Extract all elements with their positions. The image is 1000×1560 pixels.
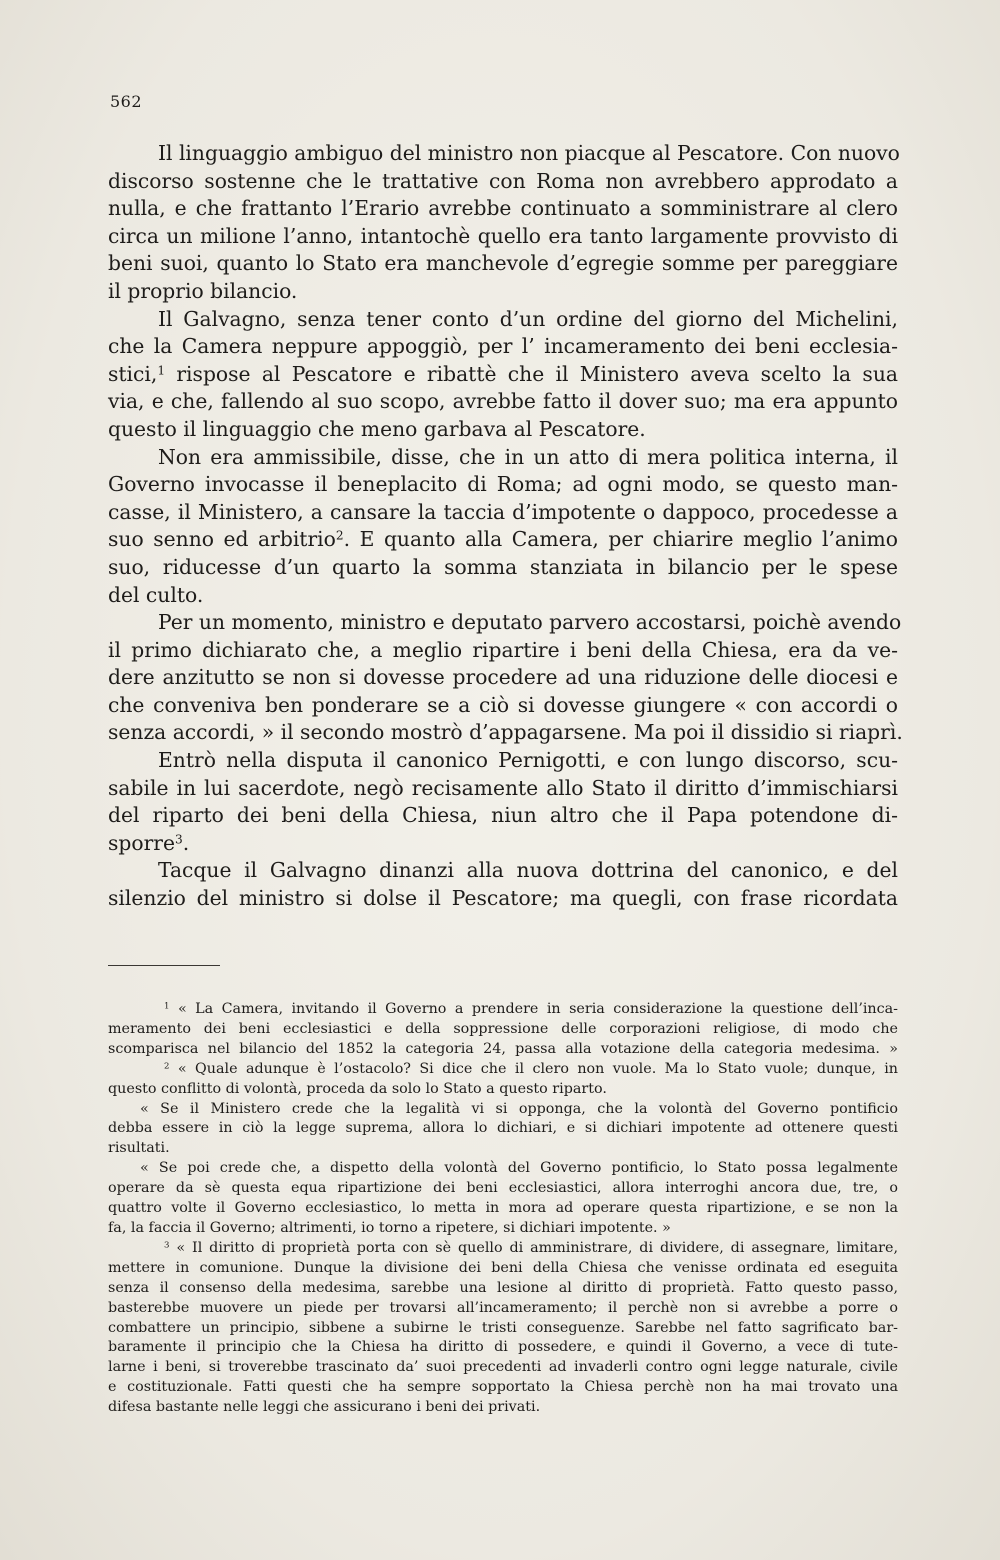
text-line: via, e che, fallendo al suo scopo, avrebbe fatto il dover suo; ma era appunto	[108, 389, 898, 414]
footnote-line: operare da sè questa equa ripartizione dei beni ecclesiastici, allora interroghi ancora due, tre, o	[108, 1180, 898, 1197]
footnote-3	[108, 1239, 898, 1418]
paragraph-6	[108, 857, 898, 912]
text-line: Tacque il Galvagno dinanzi alla nuova dottrina del canonico, e del	[158, 858, 898, 883]
text-line	[108, 526, 898, 554]
footnote-line: senza il consenso della medesima, sarebbe una lesione al diritto di proprietà. Fatto questo passo,	[108, 1279, 898, 1296]
text-line: Il Galvagno, senza tener conto d’un ordine del giorno del Michelini,	[158, 306, 898, 331]
text-line: Governo invocasse il beneplacito di Roma; ad ogni modo, se questo man-	[108, 472, 898, 497]
text-line: beni suoi, quanto lo Stato era manchevole d’egregie somme per pareggiare	[108, 251, 898, 276]
text-fragment: « Quale adunque è l’ostacolo? Si dice che il clero non vuole. Ma lo Stato vuole; dunque, in	[177, 1060, 898, 1077]
text-fragment: .	[182, 830, 190, 855]
footnote-ref-2: 2	[335, 528, 344, 543]
footnote-line: debba essere in ciò la legge suprema, allora lo dichiari, e si dichiari impotente ad ottenere questi	[108, 1120, 898, 1137]
text-line: sabile in lui sacerdote, negò recisamente allo Stato il diritto d’immischiarsi	[108, 775, 898, 800]
footnote-line	[108, 1239, 898, 1259]
text-line: Entrò nella disputa il canonico Pernigotti, e con lungo discorso, scu-	[158, 748, 898, 773]
footnote-ref-1: 1	[157, 363, 166, 378]
text-fragment: . E quanto alla Camera, per chiarire meglio l’animo	[343, 527, 898, 552]
paragraph-2	[108, 306, 898, 444]
footnote-line: « Se il Ministero crede che la legalità vi si opponga, che la volontà del Governo pontificio	[140, 1100, 898, 1117]
footnote-line: questo conflitto di volontà, proceda da solo lo Stato a questo riparto.	[108, 1080, 607, 1097]
footnote-line: risultati.	[108, 1140, 170, 1157]
footnote-line: scomparisca nel bilancio del 1852 la categoria 24, passa alla votazione della categoria medesima. »	[108, 1040, 898, 1057]
footnote-line: basterebbe muovere un piede per trovarsi all’incameramento; il perchè non si avrebbe a porre o	[108, 1299, 898, 1316]
text-line: Per un momento, ministro e deputato parvero accostarsi, poichè avendo	[158, 610, 902, 635]
text-line: discorso sostenne che le trattative con Roma non avrebbero approdato a	[108, 168, 898, 193]
text-line: il proprio bilancio.	[108, 278, 298, 303]
text-line: del riparto dei beni della Chiesa, niun altro che il Papa potendone di-	[108, 803, 898, 828]
footnote-line: « Se poi crede che, a dispetto della volontà del Governo pontificio, lo Stato possa legalmente	[140, 1160, 898, 1177]
footnotes	[108, 1000, 898, 1418]
text-line: senza accordi, » il secondo mostrò d’appagarsene. Ma poi il dissidio si riaprì.	[108, 720, 903, 745]
footnote-line: fa, la faccia il Governo; altrimenti, io torno a ripetere, si dichiari impotente. »	[108, 1219, 671, 1236]
text-line: Non era ammissibile, disse, che in un atto di mera politica interna, il	[158, 444, 898, 469]
paragraph-1	[108, 140, 898, 306]
footnote-mark: 1	[164, 1001, 170, 1012]
text-fragment: stici,	[108, 361, 158, 386]
footnote-line: combattere un principio, sibbene a subirne le tristi conseguenze. Sarebbe nel fatto sagrificato bar-	[108, 1319, 898, 1336]
footnote-line: mettere in comunione. Dunque la divisione dei beni della Chiesa che venisse ordinata ed eseguita	[108, 1259, 898, 1276]
footnote-line: baramente il principio che la Chiesa ha diritto di possedere, e quindi il Governo, a vece di tute-	[108, 1339, 898, 1356]
footnote-ref-3: 3	[175, 832, 183, 847]
paragraph-3	[108, 444, 898, 610]
footnote-mark: 2	[164, 1061, 170, 1071]
text-fragment: rispose al Pescatore e ribattè che il Ministero aveva scelto la sua	[165, 361, 898, 386]
text-fragment: suo senno ed arbitrio	[108, 527, 336, 552]
text-fragment: « Il diritto di proprietà porta con sè quello di amministrare, di dividere, di assegnare, limitare,	[176, 1239, 899, 1256]
footnote-line: meramento dei beni ecclesiastici e della soppressione delle corporazioni religiose, di modo che	[108, 1020, 898, 1037]
text-line: circa un milione l’anno, intantochè quello era tanto largamente provvisto di	[108, 223, 898, 248]
text-line: silenzio del ministro si dolse il Pescatore; ma quegli, con frase ricordata	[108, 886, 898, 911]
footnote-line	[108, 1060, 898, 1080]
footnote-1	[108, 1000, 898, 1060]
text-line: suo, riducesse d’un quarto la somma stanziata in bilancio per le spese	[108, 554, 898, 579]
text-line: questo il linguaggio che meno garbava al Pescatore.	[108, 416, 646, 441]
footnote-divider	[108, 965, 220, 966]
text-fragment: « La Camera, invitando il Governo a prendere in seria considerazione la questione dell’inca-	[177, 1001, 899, 1017]
footnote-line	[108, 1000, 898, 1020]
text-line: casse, il Ministero, a cansare la taccia d’impotente o dappoco, procedesse a	[108, 499, 898, 524]
text-line: il primo dichiarato che, a meglio ripartire i beni della Chiesa, era da ve-	[108, 637, 898, 662]
page-number: 562	[110, 92, 143, 111]
text-fragment: sporre	[108, 830, 175, 855]
text-line: del culto.	[108, 582, 204, 607]
text-line: che la Camera neppure appoggiò, per l’ incameramento dei beni ecclesia-	[108, 334, 898, 359]
paragraph-4	[108, 609, 903, 747]
main-text	[108, 140, 903, 913]
text-line	[108, 361, 898, 389]
text-line: dere anzitutto se non si dovesse procedere ad una riduzione delle diocesi e	[108, 665, 898, 690]
text-line: nulla, e che frattanto l’Erario avrebbe continuato a somministrare al clero	[108, 196, 898, 221]
footnote-2	[108, 1060, 898, 1239]
footnote-mark: 3	[164, 1240, 170, 1251]
text-line	[108, 830, 898, 858]
footnote-line: larne i beni, si troverebbe trascinato da’ suoi precedenti ad invaderli contro ogni legge naturale, civile	[108, 1359, 898, 1376]
text-line: che conveniva ben ponderare se a ciò si dovesse giungere « con accordi o	[108, 692, 898, 717]
paragraph-5	[108, 747, 898, 857]
text-line: Il linguaggio ambiguo del ministro non piacque al Pescatore. Con nuovo	[158, 141, 900, 165]
footnote-line: quattro volte il Governo ecclesiastico, lo metta in mora ad operare questa ripartizione, e se non la	[108, 1200, 898, 1217]
footnote-line: e costituzionale. Fatti questi che ha sempre sopportato la Chiesa perchè non ha mai trovato una	[108, 1379, 898, 1396]
footnote-line: difesa bastante nelle leggi che assicurano i beni dei privati.	[108, 1399, 541, 1416]
